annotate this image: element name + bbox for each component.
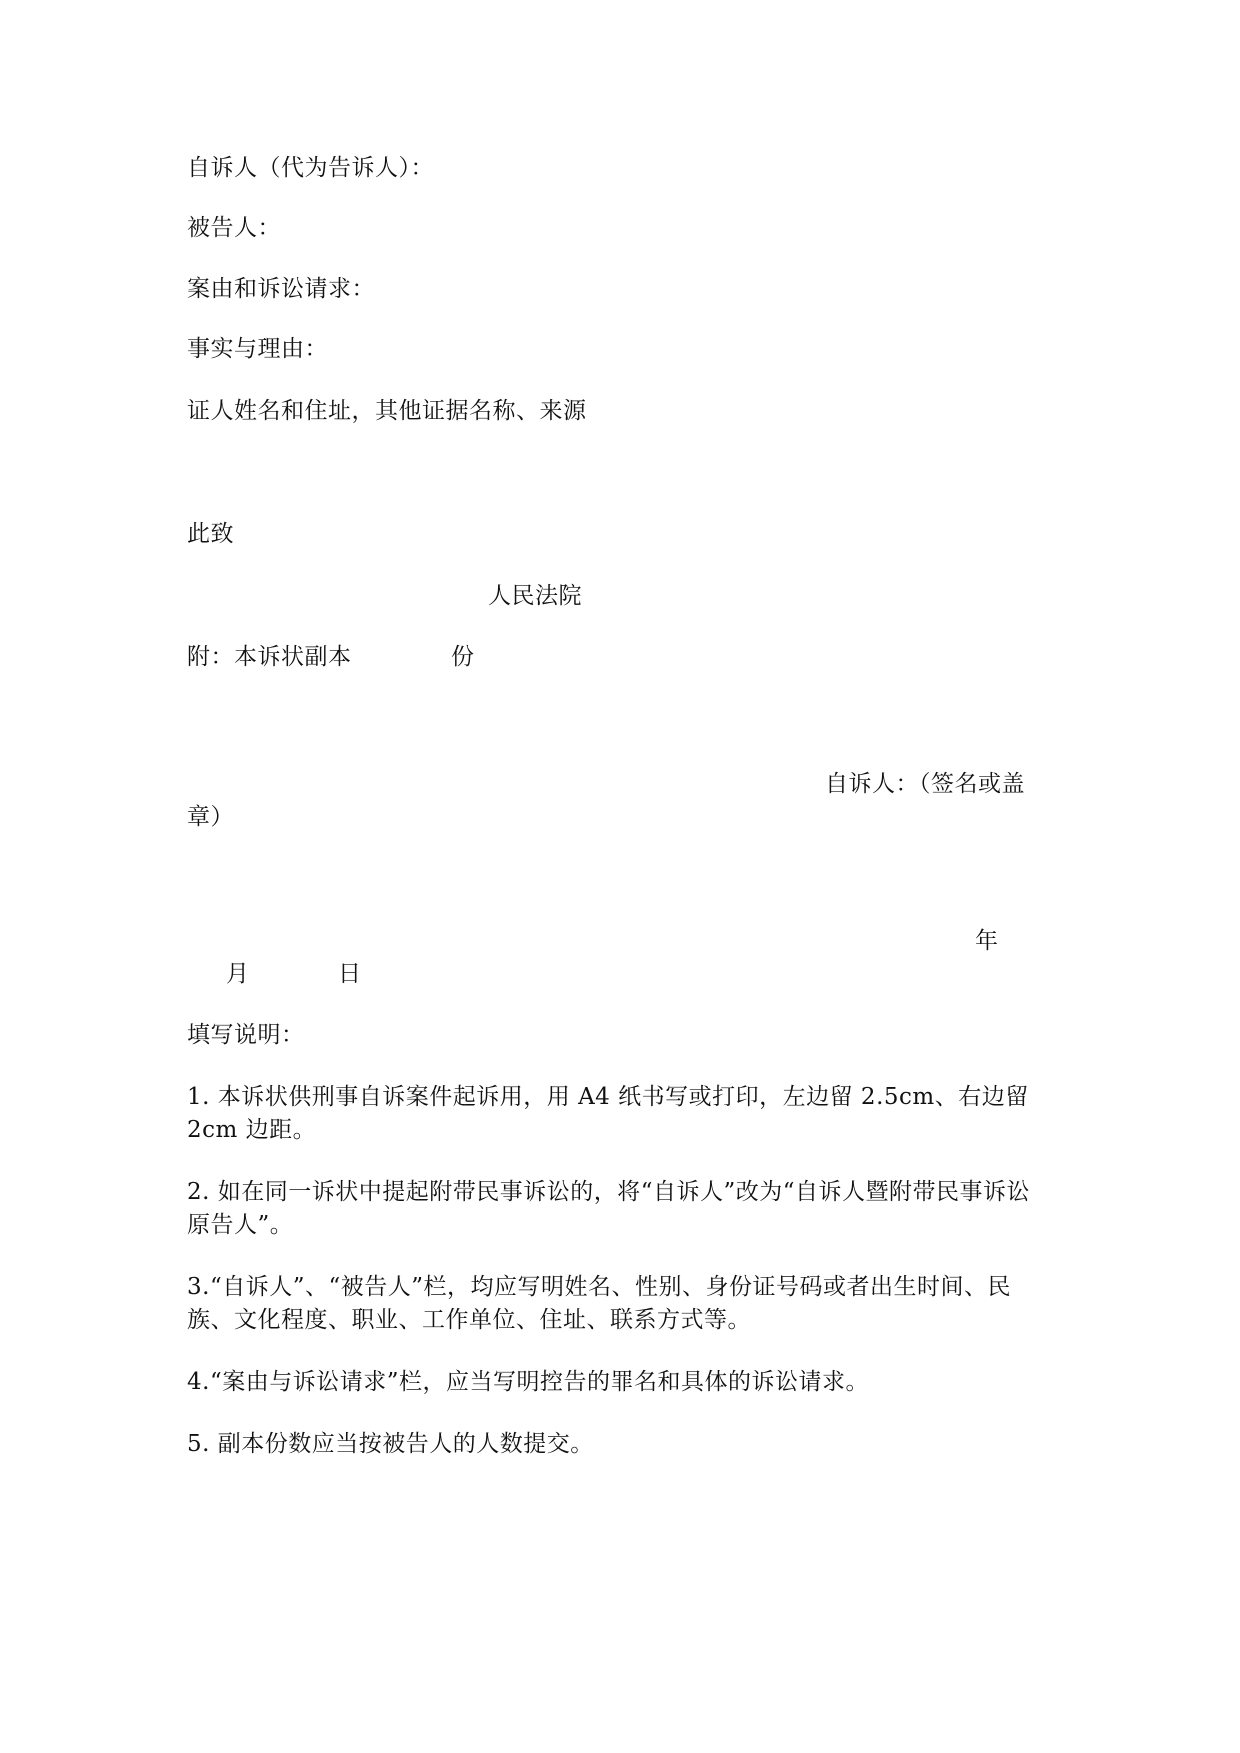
instruction-item-1: 1. 本诉状供刑事自诉案件起诉用，用 A4 纸书写或打印，左边留 2.5cm、右边留 2cm 边距。	[187, 1084, 1029, 1143]
attachment-suffix: 份	[451, 644, 475, 670]
plaintiff-label: 自诉人（代为告诉人）：	[187, 155, 434, 181]
instruction-item-4: 4.“案由与诉讼请求”栏，应当写明控告的罪名和具体的诉讼请求。	[187, 1369, 869, 1395]
court-name: 人民法院	[488, 583, 582, 609]
instruction-item-2: 2. 如在同一诉状中提起附带民事诉讼的，将“自诉人”改为“自诉人暨附带民事诉讼原告人”。	[187, 1179, 1031, 1238]
date-day: 日	[338, 961, 362, 987]
signature-line-2: 章）	[187, 804, 234, 830]
instruction-item-5: 5. 副本份数应当按被告人的人数提交。	[187, 1431, 594, 1457]
date-month: 月	[226, 961, 250, 987]
evidence-label: 证人姓名和住址，其他证据名称、来源	[187, 398, 587, 424]
signature-line-1: 自诉人：（签名或盖	[825, 771, 1025, 797]
instructions-title: 填写说明：	[187, 1022, 305, 1048]
date-year: 年	[975, 928, 999, 954]
instruction-item-3: 3.“自诉人”、“被告人”栏，均应写明姓名、性别、身份证号码或者出生时间、民族、文化程度、职业、工作单位、住址、联系方式等。	[187, 1274, 1011, 1333]
attachment-prefix: 附：本诉状副本	[187, 644, 352, 670]
cause-and-claims-label: 案由和诉讼请求：	[187, 276, 375, 302]
facts-and-reasons-label: 事实与理由：	[187, 336, 328, 362]
salutation: 此致	[187, 521, 234, 547]
defendant-label: 被告人：	[187, 215, 281, 241]
